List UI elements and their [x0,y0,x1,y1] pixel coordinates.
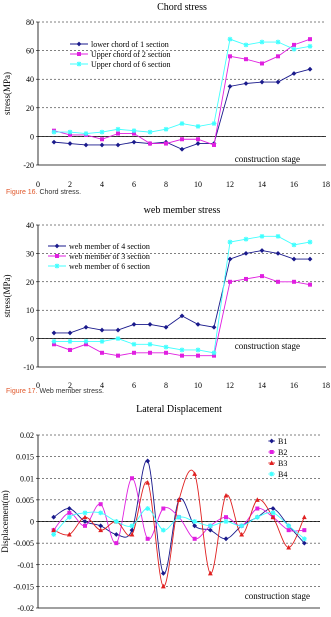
chart2-series-2-point [244,277,248,281]
chart1-xtick-label: 0 [36,180,40,189]
chart2-series-1-point [228,257,233,262]
chart2-series-2-point [164,351,168,355]
chart3-ytick-label: 0.005 [16,495,34,505]
chart2-xtick-label: 12 [226,381,234,390]
chart2-xtick-label: 16 [290,381,298,390]
chart3-series-4-point [255,515,260,520]
chart2-series-1-point [132,322,137,327]
chart2-xtick-label: 2 [68,381,72,390]
chart1-series-2-point [164,142,168,146]
chart1-ytick-label: -20 [23,161,34,170]
chart2-series-3-point [292,242,297,247]
chart2-legend-label: web member of 6 section [69,262,150,271]
chart2-xlabel: construction stage [234,341,300,351]
chart3-series-1-point [208,528,213,533]
chart1-series-1-point [228,84,233,89]
chart1-ytick-label: 60 [26,46,34,56]
chart2-xtick-label: 0 [36,381,40,390]
chart1-series-2-point [276,54,280,58]
chart1-series-1-point [196,141,201,146]
chart1-series-1-point [180,147,185,152]
chart3-series-2-line [54,478,305,543]
chart2-series-1-point [196,322,201,327]
chart2-series-3-point [276,234,281,239]
chart2-series-1-point [244,251,249,256]
chart1-ytick-label: 40 [26,75,34,85]
chart2-series-3-point [196,348,201,353]
chart1-series-2-point [116,132,120,136]
chart3-ytick-label: 0.01 [20,474,34,484]
chart1-series-3-point [132,128,137,133]
chart2-series-3-point [52,339,57,344]
chart3-series-4-point [239,523,244,528]
chart1-series-2-point [196,137,200,141]
chart1-series-3-point [84,131,89,136]
chart1-series-3-point [276,40,281,45]
chart2-series-2-point [116,354,120,358]
chart3-series-4-point [224,519,229,524]
chart1-series-1-point [132,140,137,145]
chart1-series-1-point [276,80,281,85]
figure-17-text: Web member stress. [37,388,104,395]
chart1-series-2-point [244,57,248,61]
chart1-legend-label: Upper chord of 2 section [91,50,171,59]
chart3-series-1-point [67,506,72,511]
chart3-legend-label: B2 [278,448,288,457]
chart1-series-2-point [148,142,152,146]
chart1-xtick-label: 12 [226,180,234,189]
figure-16-label: Figure 16. [6,189,38,196]
chart3-series-1-point [98,523,103,528]
chart1-legend-marker [77,42,82,47]
chart2-series-1-point [148,322,153,327]
chart3-series-3-point [67,532,72,537]
chart1-ylabel: stress(MPa) [2,72,12,115]
chart1-series-3-point [180,121,185,126]
chart2-xtick-label: 14 [258,381,266,390]
chart3-series-2-point [255,507,259,511]
chart3-series-3-point [302,515,307,520]
chart2-series-1-point [116,328,121,333]
chart3-series-1-point [161,571,166,576]
chart1-legend-marker [77,62,82,67]
chart1-xtick-label: 16 [290,180,298,189]
chart3-legend-label: B3 [278,459,288,468]
chart2-series-1-point [84,325,89,330]
chart3-series-4-point [192,519,197,524]
chart2-ytick-label: 20 [26,277,34,287]
chart3-series-1-point [145,459,150,464]
chart3-series-4-point [130,523,135,528]
chart3-series-4-point [51,532,56,537]
chart2-series-2-point [148,351,152,355]
chart2-series-3-point [116,336,121,341]
chart3-series-2-point [302,528,306,532]
chart3-series-2-point [224,515,228,519]
chart2-series-1-point [212,325,217,330]
chart1-series-3-point [148,130,153,135]
chart3-legend-label: B4 [278,470,288,479]
chart2-series-3-point [180,348,185,353]
chart3-series-4-point [177,515,182,520]
chart1-title: Chord stress [157,2,207,13]
chart2-series-2-point [292,280,296,284]
chart3-ytick-label: 0.02 [20,431,34,440]
chart2-series-3-point [164,345,169,350]
chart1-series-2-point [292,43,296,47]
chart2-series-3-point [308,240,313,245]
chart2-series-1-point [52,331,57,336]
chart2-series-1-point [68,331,73,336]
chart3-series-2-point [99,502,103,506]
chart3-series-2-point [193,537,197,541]
chart1-series-1-point [244,81,249,86]
chart2-series-3-point [148,342,153,347]
chart3-ytick-label: 0.015 [16,452,34,462]
chart2-xtick-label: 4 [100,381,104,390]
chart1-xtick-label: 14 [258,180,266,189]
chart2-series-1-point [292,257,297,262]
chart1-ytick-label: 0 [30,132,34,142]
chart3-series-4-point [145,506,150,511]
chart3-title: Lateral Displacement [136,404,222,415]
figure-16-caption [6,189,81,196]
chart2-series-1-point [260,248,265,253]
chart2-legend-marker [55,254,59,258]
chart1-series-1-line [54,69,310,149]
chart2-series-1-point [308,257,313,262]
chart1-series-3-point [68,130,73,135]
chart1-series-3-point [244,42,249,47]
chart2-series-2-point [196,354,200,358]
chart3-legend-marker [269,472,274,477]
chart3-ytick-label: 0 [30,517,34,527]
chart1-series-1-point [68,141,73,146]
chart1-series-3-point [100,130,105,135]
chart2-ytick-label: 10 [26,306,34,316]
chart3-series-2-point [161,507,165,511]
chart1-series-2-point [212,143,216,147]
chart2-ytick-label: 30 [26,249,34,259]
chart1-series-1-point [84,143,89,148]
chart1-series-2-point [100,137,104,141]
chart1-series-3-point [260,40,265,45]
chart1-series-3-point [116,127,121,132]
chart3-series-2-point [146,537,150,541]
chart3-series-4-point [161,528,166,533]
chart3-series-3-point [192,471,197,476]
chart3-ytick-label: -0.015 [13,582,34,592]
chart1-xtick-label: 2 [68,180,72,189]
chart2-legend-marker [55,264,60,269]
chart3-series-2-point [114,541,118,545]
chart3-series-4-point [83,510,88,515]
chart3-series-4-point [302,536,307,541]
chart2-series-3-point [84,339,89,344]
chart2-series-2-point [132,351,136,355]
chart2-series-3-point [132,342,137,347]
chart1-series-1-point [292,71,297,76]
chart2-series-3-point [244,237,249,242]
chart2-xtick-label: 18 [322,381,330,390]
chart1-xtick-label: 8 [164,180,168,189]
chart1-series-2-point [180,137,184,141]
chart1-xlabel: construction stage [234,154,300,164]
chart2-series-3-point [100,339,105,344]
chart3-series-4-point [271,510,276,515]
chart2-series-1-point [276,251,281,256]
chart3-series-4-point [286,523,291,528]
chart3-series-1-point [271,506,276,511]
chart3-legend-label: B1 [278,437,288,446]
chart2-series-2-point [276,280,280,284]
chart1-series-1-point [100,143,105,148]
chart3-xlabel: construction stage [244,591,310,601]
chart2-series-3-point [228,240,233,245]
chart1-series-3-point [292,47,297,52]
chart1-series-3-point [52,130,57,135]
chart2-series-3-point [68,339,73,344]
chart3-legend-marker [269,439,274,444]
chart3-series-2-point [287,528,291,532]
chart1-series-3-point [228,37,233,42]
chart1-series-3-point [212,121,217,126]
chart2-ytick-label: 40 [26,221,34,230]
chart3-series-3-point [83,515,88,520]
chart2-xtick-label: 10 [194,381,202,390]
figure-16-text: Chord stress. [37,189,82,196]
chart1-series-1-point [116,143,121,148]
chart2-xtick-label: 8 [164,381,168,390]
chart3-series-1-point [114,532,119,537]
chart3-series-3-line [54,470,305,586]
chart1-legend-label: lower chord of 1 section [91,40,169,49]
figure-17-label: Figure 17. [6,388,38,395]
chart2-ylabel: stress(MPa) [2,274,12,318]
chart2-series-3-point [260,234,265,239]
chart3-series-2-point [83,524,87,528]
chart1-series-1-point [260,80,265,85]
chart3-series-2-point [67,511,71,515]
chart1-xtick-label: 4 [100,180,104,189]
chart1-series-2-point [260,61,264,65]
chart2-ytick-label: 0 [30,334,34,344]
chart3-series-1-point [224,536,229,541]
chart2-series-3-point [212,350,217,355]
chart2-title: web member stress [143,205,221,216]
chart3-legend-marker [270,450,274,454]
chart3-ylabel: Displacement(m) [0,490,10,553]
chart3-ytick-label: -0.01 [17,560,34,570]
chart1-series-3-point [196,124,201,129]
chart1-series-2-point [308,37,312,41]
chart2-series-2-point [308,283,312,287]
chart1-xtick-label: 6 [132,180,136,189]
chart2-legend-marker [55,244,60,249]
chart2-legend-label: web member of 4 section [69,242,150,251]
chart1-ytick-label: 20 [26,103,34,113]
chart2-series-2-point [68,348,72,352]
chart1-series-3-point [308,44,313,49]
chart2-xtick-label: 6 [132,381,136,390]
chart1-series-2-point [228,54,232,58]
chart3-series-4-point [67,515,72,520]
chart2-ytick-label: -10 [23,363,34,372]
chart1-ytick-label: 80 [26,18,34,27]
chart3-series-4-point [98,510,103,515]
chart3-ytick-label: -0.005 [13,539,34,549]
chart3-series-4-point [114,519,119,524]
chart2-series-2-point [100,351,104,355]
chart2-series-2-point [228,280,232,284]
chart2-series-2-point [180,354,184,358]
figure-17-caption [6,388,104,395]
chart3-series-4-point [208,523,213,528]
chart3-ytick-label: -0.02 [17,604,34,613]
chart2-series-1-point [100,328,105,333]
chart1-xtick-label: 18 [322,180,330,189]
chart2-legend-label: web member of 3 section [69,252,150,261]
chart1-series-1-point [308,67,313,72]
chart3-series-2-point [130,476,134,480]
chart1-series-3-point [164,127,169,132]
chart1-legend-marker [77,52,81,56]
chart1-xtick-label: 10 [194,180,202,189]
chart2-series-2-point [260,274,264,278]
chart1-legend-label: Upper chord of 6 section [91,60,171,69]
chart1-series-1-point [52,140,57,145]
